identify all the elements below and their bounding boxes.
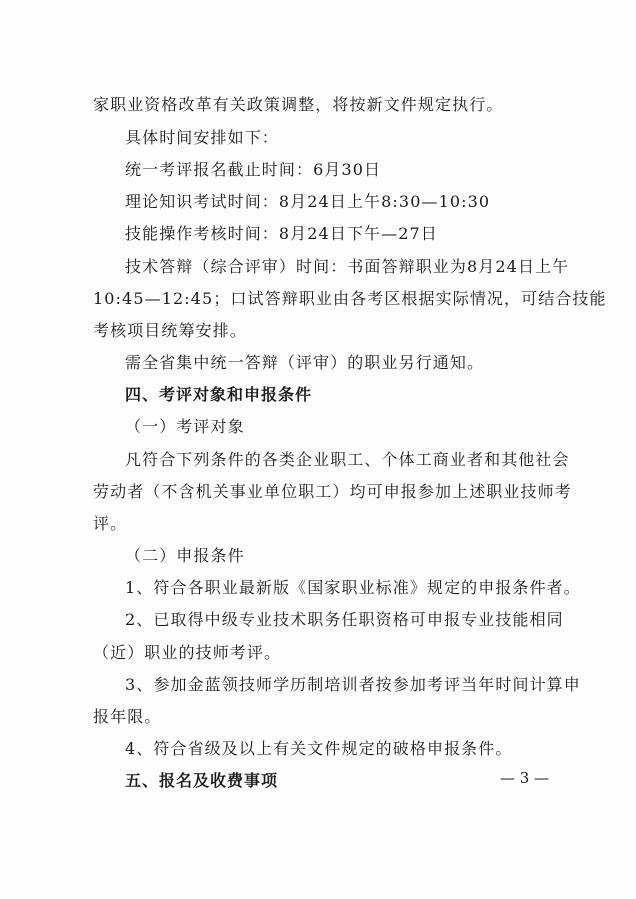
paragraph-line: 劳动者（不含机关事业单位职工）均可申报参加上述职业技师考 — [93, 482, 572, 501]
paragraph-line: 技术答辩（综合评审）时间：书面答辩职业为8月24日上午 — [125, 257, 570, 276]
section-heading: 四、考评对象和申报条件 — [125, 385, 313, 404]
subsection-heading: （二）申报条件 — [125, 546, 245, 565]
paragraph-line: 报年限。 — [93, 707, 162, 726]
list-item: 3、参加金蓝领技师学历制培训者按参加考评当年时间计算申 — [125, 675, 581, 694]
paragraph-line: 具体时间安排如下： — [125, 128, 279, 147]
paragraph-line: 需全省集中统一答辩（评审）的职业另行通知。 — [125, 353, 485, 372]
paragraph-line: 统一考评报名截止时间：6月30日 — [125, 160, 382, 179]
subsection-heading: （一）考评对象 — [125, 417, 245, 436]
paragraph-line: 理论知识考试时间：8月24日上午8:30—10:30 — [125, 192, 491, 211]
paragraph-line: （近）职业的技师考评。 — [93, 643, 282, 662]
section-heading: 五、报名及收费事项 — [125, 771, 279, 790]
paragraph-line: 家职业资格改革有关政策调整，将按新文件规定执行。 — [93, 95, 504, 114]
page-number: — 3 — — [500, 769, 550, 787]
paragraph-line: 评。 — [93, 514, 128, 533]
list-item: 4、符合省级及以上有关文件规定的破格申报条件。 — [125, 739, 513, 758]
paragraph-line: 10:45—12:45；口试答辩职业由各考区根据实际情况，可结合技能 — [93, 289, 607, 308]
paragraph-line: 技能操作考核时间：8月24日下午—27日 — [125, 224, 438, 243]
paragraph-line: 凡符合下列条件的各类企业职工、个体工商业者和其他社会 — [125, 450, 570, 469]
list-item: 2、已取得中级专业技术职务任职资格可申报专业技能相同 — [125, 610, 564, 629]
list-item: 1、符合各职业最新版《国家职业标准》规定的申报条件者。 — [125, 578, 581, 597]
paragraph-line: 考核项目统筹安排。 — [93, 321, 247, 340]
